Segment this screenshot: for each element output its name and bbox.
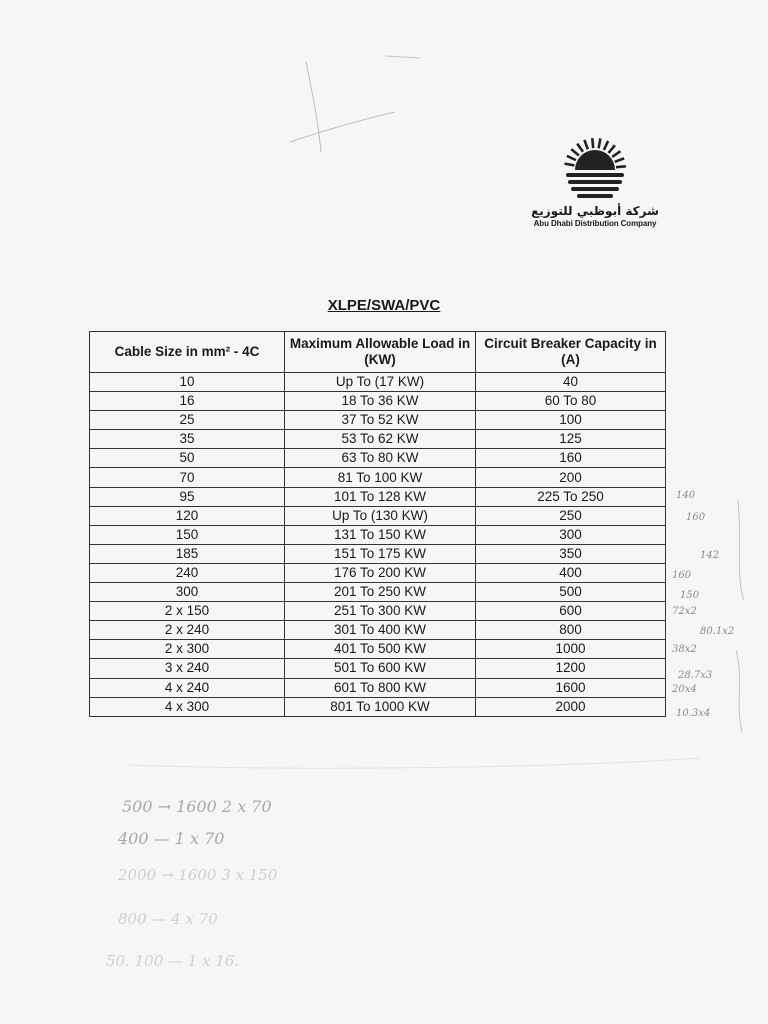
handwritten-note: 500 → 1600 2 x 70 xyxy=(122,797,272,816)
margin-note: 160 xyxy=(672,570,692,581)
cable-size: 95 xyxy=(90,487,285,506)
breaker-capacity: 500 xyxy=(476,583,666,602)
max-load: 251 To 300 KW xyxy=(285,602,476,621)
margin-note: 142 xyxy=(700,550,720,561)
max-load: 63 To 80 KW xyxy=(285,449,476,468)
table-row xyxy=(90,678,666,697)
handwritten-note: 400 — 1 x 70 xyxy=(118,829,225,848)
margin-note: 28.7x3 xyxy=(678,670,713,681)
table-row xyxy=(90,430,666,449)
handwritten-note: 50. 100 — 1 x 16. xyxy=(106,952,240,970)
table-header-row xyxy=(90,332,666,373)
breaker-capacity: 1200 xyxy=(476,659,666,678)
cable-size: 120 xyxy=(90,506,285,525)
header-max-load: Maximum Allowable Load in (KW) xyxy=(285,332,476,373)
cable-size: 25 xyxy=(90,411,285,430)
breaker-capacity: 1000 xyxy=(476,640,666,659)
table-row xyxy=(90,506,666,525)
breaker-capacity: 1600 xyxy=(476,678,666,697)
company-name-arabic: شركة أبوظبي للتوزيع xyxy=(531,204,659,218)
margin-note: 150 xyxy=(680,590,700,601)
max-load: 601 To 800 KW xyxy=(285,678,476,697)
table-row xyxy=(90,392,666,411)
max-load: 151 To 175 KW xyxy=(285,544,476,563)
cable-size: 2 x 240 xyxy=(90,621,285,640)
table-row xyxy=(90,583,666,602)
cable-size: 35 xyxy=(90,430,285,449)
company-name-english: Abu Dhabi Distribution Company xyxy=(533,219,657,228)
breaker-capacity: 800 xyxy=(476,621,666,640)
company-logo xyxy=(530,136,660,228)
cable-size: 50 xyxy=(90,449,285,468)
table-row xyxy=(90,525,666,544)
handwritten-note: 800 — 4 x 70 xyxy=(118,910,218,928)
table-row xyxy=(90,563,666,582)
breaker-capacity: 125 xyxy=(476,430,666,449)
max-load: 501 To 600 KW xyxy=(285,659,476,678)
breaker-capacity: 225 To 250 xyxy=(476,487,666,506)
cable-size: 16 xyxy=(90,392,285,411)
cable-size: 150 xyxy=(90,525,285,544)
table-row xyxy=(90,411,666,430)
breaker-capacity: 600 xyxy=(476,602,666,621)
margin-note: 38x2 xyxy=(672,644,697,655)
breaker-capacity: 2000 xyxy=(476,697,666,716)
sun-waves-icon xyxy=(562,136,628,202)
cable-size: 300 xyxy=(90,583,285,602)
cable-size: 2 x 300 xyxy=(90,640,285,659)
table-row xyxy=(90,487,666,506)
header-breaker-capacity: Circuit Breaker Capacity in (A) xyxy=(476,332,666,373)
max-load: 53 To 62 KW xyxy=(285,430,476,449)
breaker-capacity: 300 xyxy=(476,525,666,544)
cable-size: 185 xyxy=(90,544,285,563)
margin-note: 80.1x2 xyxy=(700,626,735,637)
cable-size: 4 x 240 xyxy=(90,678,285,697)
margin-note: 160 xyxy=(686,512,706,523)
breaker-capacity: 40 xyxy=(476,373,666,392)
table-row xyxy=(90,373,666,392)
breaker-capacity: 60 To 80 xyxy=(476,392,666,411)
cable-size: 4 x 300 xyxy=(90,697,285,716)
header-cable-size: Cable Size in mm² - 4C xyxy=(90,332,285,373)
breaker-capacity: 160 xyxy=(476,449,666,468)
cable-size: 240 xyxy=(90,563,285,582)
page-title: XLPE/SWA/PVC xyxy=(327,297,441,314)
cable-size: 2 x 150 xyxy=(90,602,285,621)
cable-size: 10 xyxy=(90,373,285,392)
max-load: 37 To 52 KW xyxy=(285,411,476,430)
max-load: 801 To 1000 KW xyxy=(285,697,476,716)
cable-size: 3 x 240 xyxy=(90,659,285,678)
table-row xyxy=(90,621,666,640)
margin-note: 10.3x4 xyxy=(676,708,711,719)
table-row xyxy=(90,640,666,659)
margin-note: 72x2 xyxy=(672,606,697,617)
table-row xyxy=(90,468,666,487)
max-load: 101 To 128 KW xyxy=(285,487,476,506)
max-load: 131 To 150 KW xyxy=(285,525,476,544)
table-row xyxy=(90,602,666,621)
breaker-capacity: 350 xyxy=(476,544,666,563)
table-row xyxy=(90,544,666,563)
max-load: Up To (17 KW) xyxy=(285,373,476,392)
max-load: 176 To 200 KW xyxy=(285,563,476,582)
breaker-capacity: 200 xyxy=(476,468,666,487)
handwritten-note: 2000 → 1600 3 x 150 xyxy=(118,866,278,884)
margin-note: 140 xyxy=(676,490,696,501)
max-load: 18 To 36 KW xyxy=(285,392,476,411)
cable-table xyxy=(89,331,666,717)
max-load: 401 To 500 KW xyxy=(285,640,476,659)
breaker-capacity: 100 xyxy=(476,411,666,430)
table-row xyxy=(90,697,666,716)
max-load: 201 To 250 KW xyxy=(285,583,476,602)
max-load: 301 To 400 KW xyxy=(285,621,476,640)
breaker-capacity: 250 xyxy=(476,506,666,525)
max-load: 81 To 100 KW xyxy=(285,468,476,487)
table-row xyxy=(90,659,666,678)
cable-size: 70 xyxy=(90,468,285,487)
breaker-capacity: 400 xyxy=(476,563,666,582)
margin-note: 20x4 xyxy=(672,684,697,695)
table-row xyxy=(90,449,666,468)
max-load: Up To (130 KW) xyxy=(285,506,476,525)
